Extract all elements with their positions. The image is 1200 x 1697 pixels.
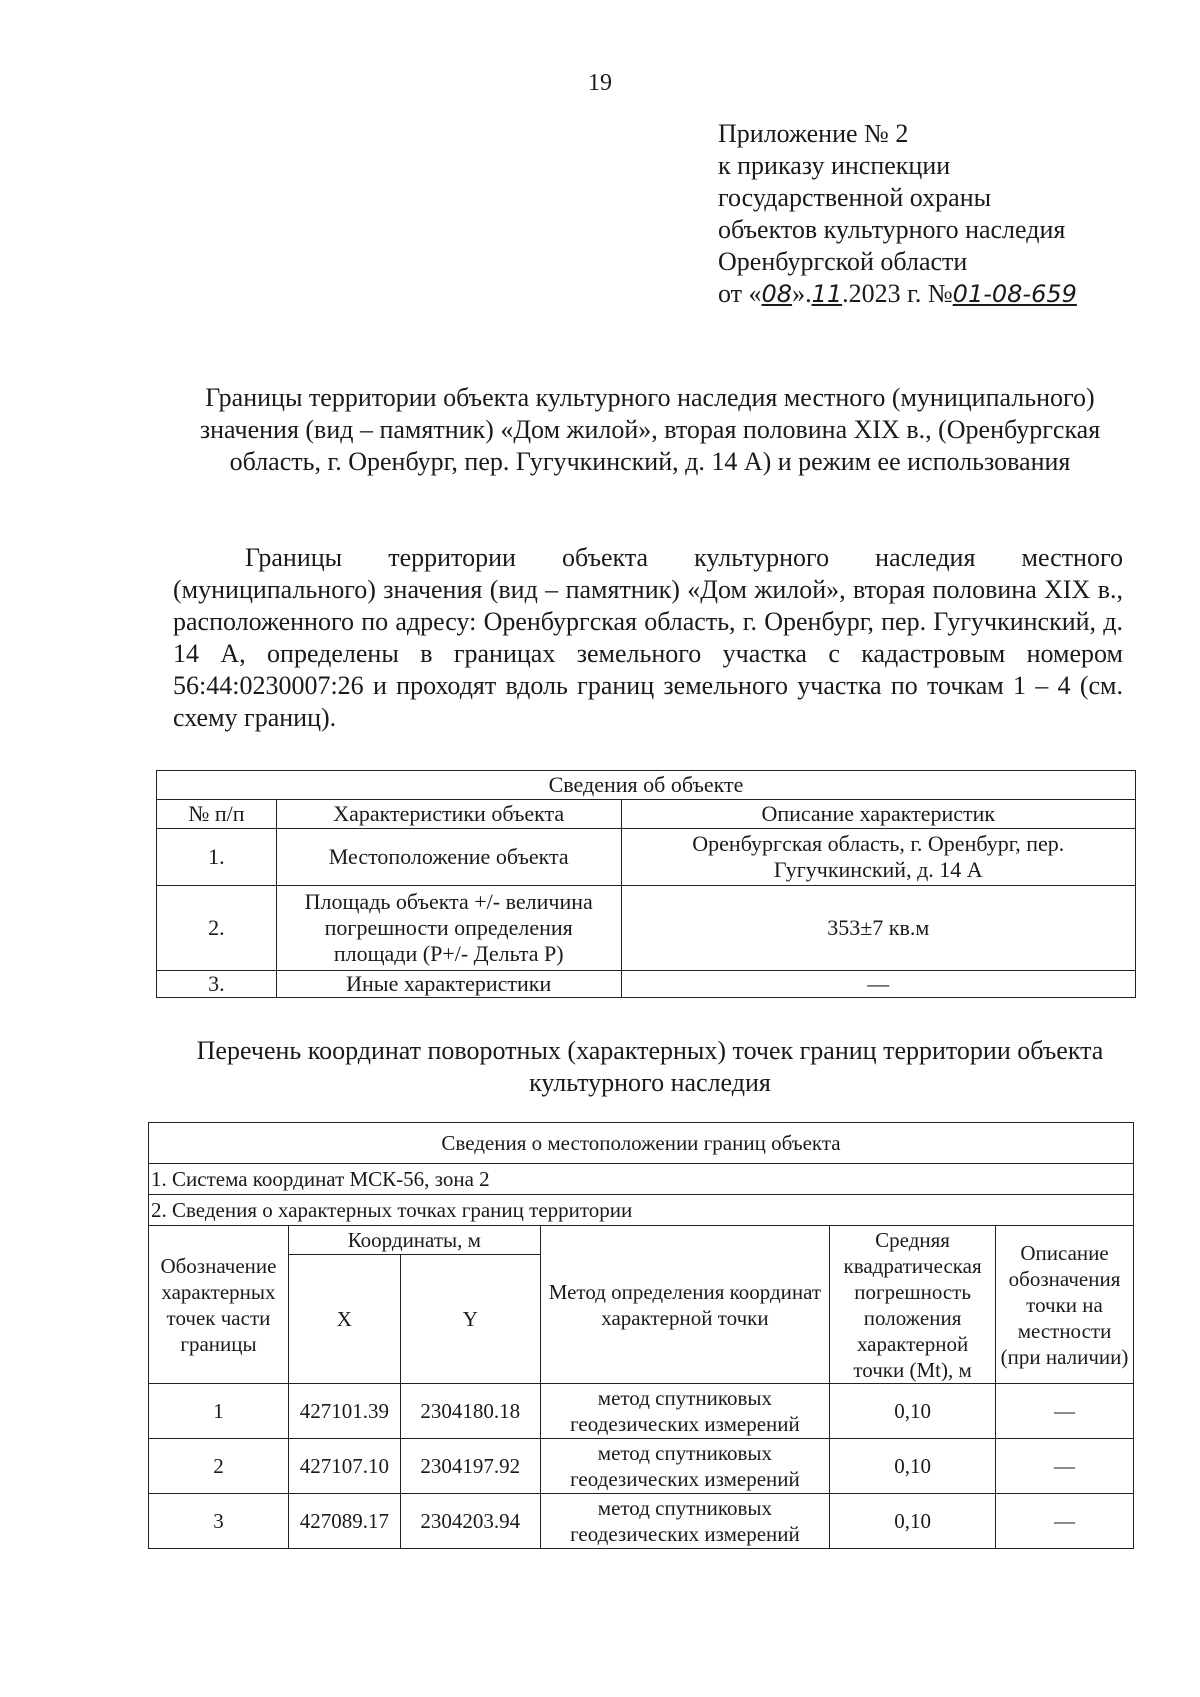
- table-row: [149, 1384, 1134, 1439]
- table-row: [157, 886, 1136, 971]
- row-value: Оренбургская область, г. Оренбург, пер. Гугучкинский, д. 14 А: [621, 829, 1135, 886]
- header-y: Y: [400, 1255, 540, 1384]
- cell-method: метод спутниковых геодезических измерений: [540, 1439, 829, 1494]
- date-day: 08: [761, 280, 793, 308]
- cell-method: метод спутниковых геодезических измерений: [540, 1384, 829, 1439]
- table-system-row: [149, 1164, 1134, 1195]
- row-value: 353±7 кв.м: [621, 886, 1135, 971]
- table-row: [157, 829, 1136, 886]
- cell-y: 2304203.94: [400, 1494, 540, 1549]
- table-caption-row: [157, 771, 1136, 800]
- cell-y: 2304197.92: [400, 1439, 540, 1494]
- header-error: Средняя квадратическая погрешность положения характерной точки (Mt), м: [830, 1226, 996, 1384]
- points-caption: 2. Сведения о характерных точках границ территории: [149, 1195, 1134, 1226]
- cell-error: 0,10: [830, 1384, 996, 1439]
- table-header-row: [149, 1226, 1134, 1255]
- row-number: 1.: [157, 829, 277, 886]
- cell-description: —: [996, 1439, 1134, 1494]
- header-coordinates: Координаты, м: [288, 1226, 540, 1255]
- date-prefix: от «: [718, 279, 762, 308]
- cell-error: 0,10: [830, 1494, 996, 1549]
- table-points-caption-row: [149, 1195, 1134, 1226]
- column-header: Описание характеристик: [621, 800, 1135, 829]
- column-header: Характеристики объекта: [276, 800, 621, 829]
- header-description: Описание обозначения точки на местности (при наличии): [996, 1226, 1134, 1384]
- document-title: Границы территории объекта культурного наследия местного (муниципального) значения (вид – памятник) «Дом жилой», вторая половина XIX в., (Оренбургская область, г. Оренбург, пер. Гугучкинский, д. 14 А) и режим ее использования: [199, 383, 1101, 476]
- table-row: [157, 971, 1136, 998]
- table-header-row: [157, 800, 1136, 829]
- row-value: —: [621, 971, 1135, 998]
- date-month: 11: [811, 280, 843, 308]
- header-method: Метод определения координат характерной точки: [540, 1226, 829, 1384]
- date-sep: ».: [792, 279, 812, 308]
- cell-point: 2: [149, 1439, 289, 1494]
- appendix-line: к приказу инспекции: [718, 151, 951, 180]
- row-number: 2.: [157, 886, 277, 971]
- header-x: X: [288, 1255, 400, 1384]
- cell-y: 2304180.18: [400, 1384, 540, 1439]
- cell-description: —: [996, 1494, 1134, 1549]
- appendix-line: Приложение № 2: [718, 119, 909, 148]
- appendix-line: объектов культурного наследия: [718, 215, 1066, 244]
- page-number: 19: [588, 70, 612, 96]
- table-caption-row: [149, 1123, 1134, 1164]
- cell-x: 427089.17: [288, 1494, 400, 1549]
- cell-method: метод спутниковых геодезических измерений: [540, 1494, 829, 1549]
- cell-error: 0,10: [830, 1439, 996, 1494]
- table-row: [149, 1494, 1134, 1549]
- appendix-header: [718, 118, 1168, 310]
- coordinates-heading: Перечень координат поворотных (характерных) точек границ территории объекта культурного наследия: [196, 1036, 1104, 1097]
- table-caption: Сведения об объекте: [157, 771, 1136, 800]
- row-name: Иные характеристики: [276, 971, 621, 998]
- cell-point: 1: [149, 1384, 289, 1439]
- table-row: [149, 1439, 1134, 1494]
- date-year: .2023 г. №: [842, 279, 953, 308]
- cell-point: 3: [149, 1494, 289, 1549]
- appendix-line: государственной охраны: [718, 183, 992, 212]
- column-header: № п/п: [157, 800, 277, 829]
- header-point: Обозначение характерных точек части границы: [149, 1226, 289, 1384]
- coordinate-system: 1. Система координат МСК-56, зона 2: [149, 1164, 1134, 1195]
- cell-description: —: [996, 1384, 1134, 1439]
- appendix-date-line: [718, 278, 1168, 310]
- order-number: 01-08-659: [952, 280, 1077, 308]
- cell-x: 427107.10: [288, 1439, 400, 1494]
- appendix-line: Оренбургской области: [718, 247, 968, 276]
- row-name: Местоположение объекта: [276, 829, 621, 886]
- table-caption: Сведения о местоположении границ объекта: [149, 1123, 1134, 1164]
- row-number: 3.: [157, 971, 277, 998]
- row-name: Площадь объекта +/- величина погрешности определения площади (P+/- Дельта P): [276, 886, 621, 971]
- cell-x: 427101.39: [288, 1384, 400, 1439]
- intro-paragraph: Границы территории объекта культурного наследия местного (муниципального) значения (вид – памятник) «Дом жилой», вторая половина XIX в., расположенного по адресу: Оренбургская область, г. Оренбург, пер. Гугучкинский, д. 14 А, определены в границах земельного участка с кадастровым номером 56:44:0230007:26 и проходят вдоль границ земельного участка по точкам 1 – 4 (см. схему границ).: [173, 543, 1123, 732]
- object-info-table: [156, 770, 1136, 998]
- coordinates-table: [148, 1122, 1134, 1549]
